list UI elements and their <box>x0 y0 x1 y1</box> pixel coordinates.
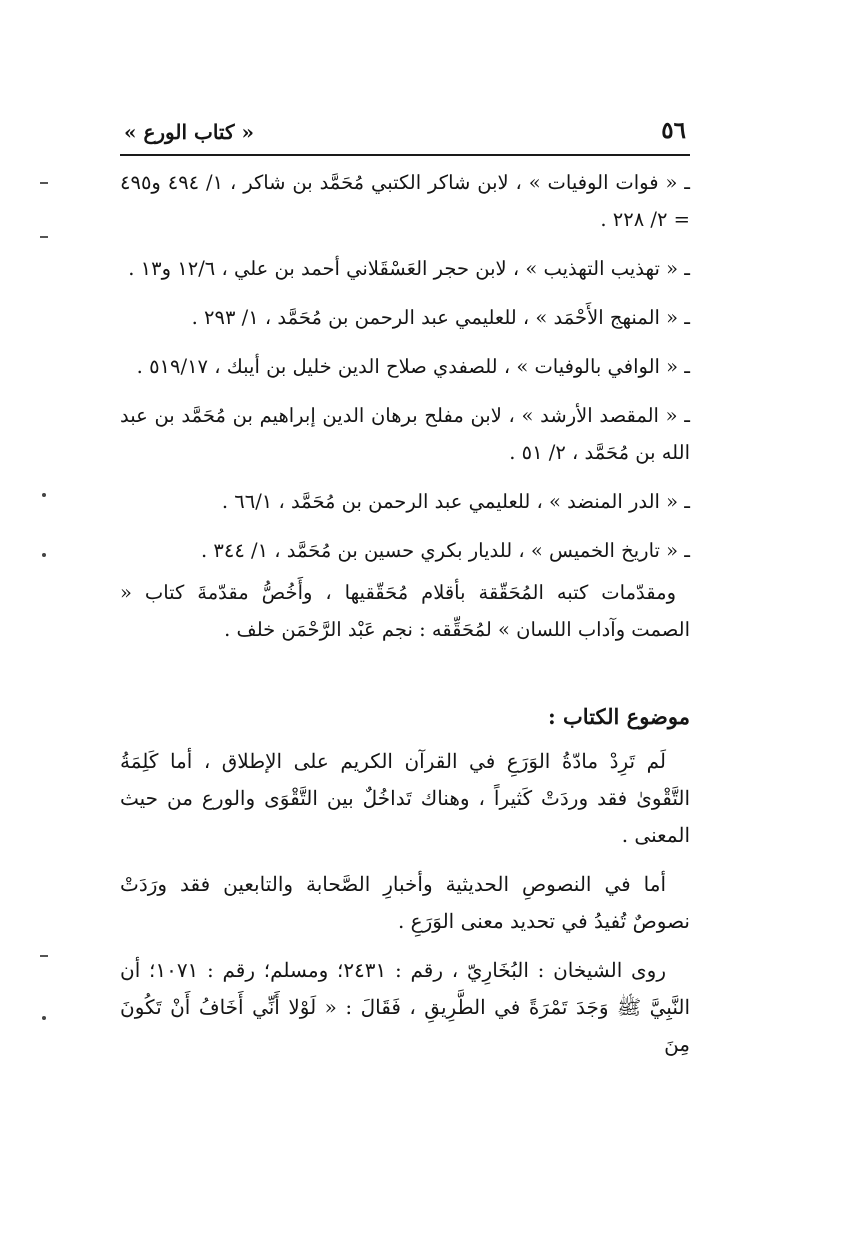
body-paragraph: أما في النصوصِ الحديثية وأخبارِ الصَّحابة والتابعين فقد ورَدَتْ نصوصٌ تُفيدُ في تحديد معنى الوَرَعِ . <box>120 872 690 933</box>
scan-mark <box>40 182 48 184</box>
intro-paragraph: ومقدّمات كتبه المُحَقّقة بأقلام مُحَقّقيها ، وأَخُصُّ مقدّمةَ كتاب « الصمت وآداب اللسان » لمُحَقِّقه : نجم عَبْد الرَّحْمَن خلف . <box>120 581 690 641</box>
scan-mark <box>42 553 46 557</box>
sources-list <box>120 164 690 569</box>
scan-mark <box>42 1016 46 1020</box>
source-item: ـ « تهذيب التهذيب » ، لابن حجر العَسْقَلاني أحمد بن علي ، ١٢/٦ و١٣ . <box>128 257 690 280</box>
header-rule <box>120 154 690 156</box>
source-item: ـ « تاريخ الخميس » ، للديار بكري حسين بن مُحَمَّد ، ١/ ٣٤٤ . <box>200 539 690 562</box>
source-item: ـ « المنهج الأَحْمَد » ، للعليمي عبد الرحمن بن مُحَمَّد ، ١/ ٢٩٣ . <box>191 306 690 329</box>
page-number: ٥٦ <box>661 117 686 144</box>
source-item: ـ « الوافي بالوفيات » ، للصفدي صلاح الدين خليل بن أيبك ، ٥١٩/١٧ . <box>136 355 690 378</box>
body-paragraph: لَم تَرِدْ مادّةُ الوَرَعِ في القرآن الكريم على الإطلاق ، أما كَلِمَةُ التَّقْوىٰ فقد وردَتْ كَثيراً ، وهناك تَداخُلٌ بين التَّقْوَى والورع من حيث المعنى . <box>120 749 690 847</box>
running-title: « كتاب الورع » <box>124 120 254 144</box>
source-item: ـ « فوات الوفيات » ، لابن شاكر الكتبي مُحَمَّد بن شاكر ، ١/ ٤٩٤ و٤٩٥ = ٢/ ٢٢٨ . <box>120 171 690 231</box>
page-header <box>120 100 690 144</box>
scan-mark <box>40 955 48 957</box>
scan-mark <box>42 493 46 497</box>
section-heading: موضوع الكتاب : <box>547 704 690 729</box>
source-item: ـ « المقصد الأرشد » ، لابن مفلح برهان الدين إبراهيم بن مُحَمَّد بن عبد الله بن مُحَمَّد ، ٢/ ٥١ . <box>120 404 690 464</box>
source-item: ـ « الدر المنضد » ، للعليمي عبد الرحمن بن مُحَمَّد ، ٦٦/١ . <box>221 490 690 513</box>
book-page <box>120 100 690 1063</box>
body-paragraph: روى الشيخان : البُخَارِيّ ، رقم : ٢٤٣١؛ ومسلم؛ رقم : ١٠٧١؛ أن النَّبِيَّ ﷺ وَجَدَ تَمْرَةً في الطَّرِيقِ ، فَقَالَ : « لَوْلا أَنِّي أَخَافُ أَنْ تَكُونَ مِنَ <box>120 958 690 1056</box>
scan-mark <box>40 236 48 238</box>
